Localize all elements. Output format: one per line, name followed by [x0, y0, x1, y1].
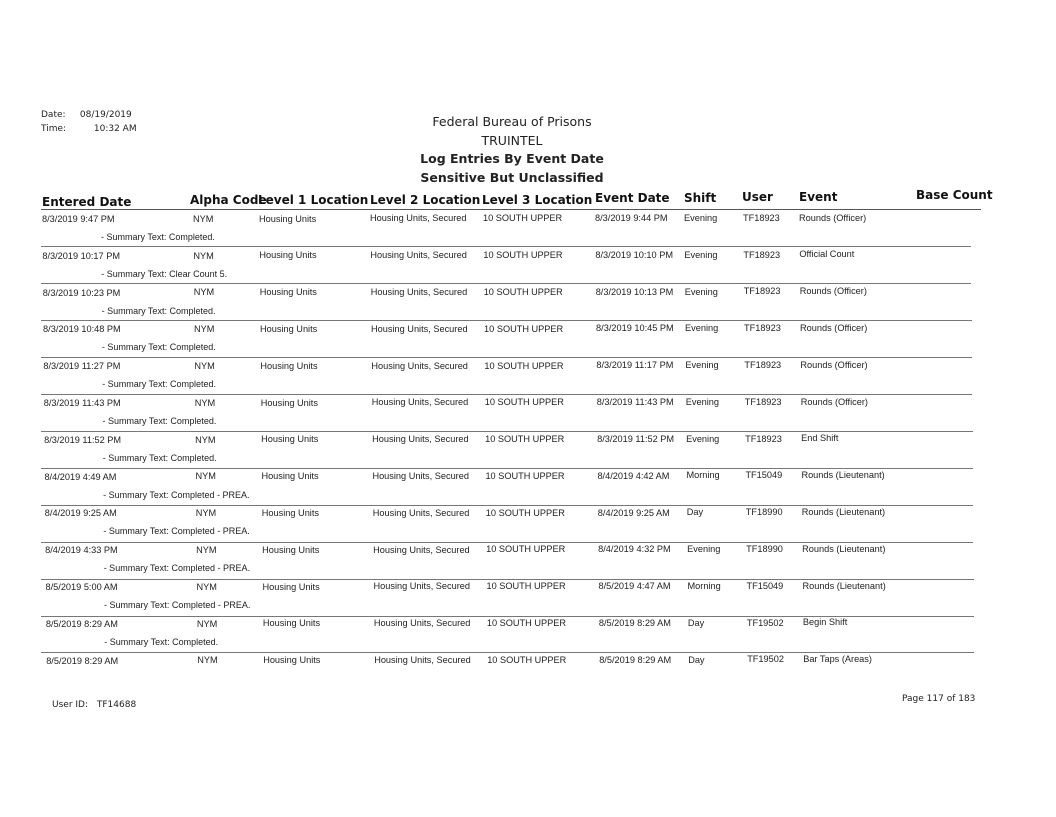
report-time	[41, 124, 137, 134]
date-label: Date:	[41, 110, 66, 120]
summary-text: - Summary Text: Completed - PREA.	[103, 489, 250, 500]
user-cell: TF18923	[744, 323, 781, 334]
report-title-block	[352, 113, 672, 187]
entered-date-cell: 8/3/2019 9:47 PM	[42, 214, 115, 224]
level2-cell: Housing Units, Secured	[374, 655, 471, 666]
entered-date-cell: 8/5/2019 5:00 AM	[45, 582, 118, 592]
shift-cell: Evening	[685, 396, 719, 407]
user-cell: TF18923	[744, 396, 782, 407]
entered-date-cell: 8/5/2019 8:29 AM	[45, 618, 118, 629]
level1-cell: Housing Units	[260, 360, 318, 371]
shift-cell: Evening	[685, 360, 719, 371]
level2-cell: Housing Units, Secured	[373, 544, 470, 555]
col-alpha-code: Alpha Code	[190, 193, 267, 207]
summary-text: - Summary Text: Completed.	[101, 305, 216, 316]
level2-cell: Housing Units, Secured	[373, 618, 471, 629]
event-cell: Rounds (Lieutenant)	[802, 543, 886, 554]
level3-cell: 10 SOUTH UPPER	[485, 470, 565, 481]
level1-cell: Housing Units	[263, 655, 321, 666]
level2-cell: Housing Units, Secured	[371, 323, 468, 334]
row-divider	[41, 357, 972, 358]
level1-cell: Housing Units	[259, 287, 317, 298]
alpha-code-cell: NYM	[193, 250, 214, 261]
alpha-code-cell: NYM	[196, 581, 217, 592]
summary-text: - Summary Text: Completed.	[101, 342, 216, 353]
system-title: TRUINTEL	[481, 132, 543, 148]
event-date-cell: 8/4/2019 4:32 PM	[598, 544, 671, 555]
page-number: Page 117 of 183	[902, 694, 976, 704]
event-date-cell: 8/4/2019 9:25 AM	[597, 507, 670, 518]
user-cell: TF18990	[746, 543, 783, 554]
event-date-cell: 8/3/2019 10:13 PM	[595, 286, 674, 297]
summary-text: - Summary Text: Completed - PREA.	[103, 563, 251, 574]
row-divider	[41, 431, 973, 432]
entered-date-cell: 8/4/2019 4:33 PM	[45, 545, 118, 556]
user-cell: TF18923	[743, 249, 781, 260]
col-base-count: Base Count	[916, 188, 993, 202]
level2-cell: Housing Units, Secured	[370, 250, 467, 261]
report-title: Log Entries By Event Date	[420, 151, 604, 166]
shift-cell: Evening	[687, 544, 721, 555]
footer-user-id	[52, 700, 136, 710]
level1-cell: Housing Units	[260, 324, 318, 335]
level2-cell: Housing Units, Secured	[372, 434, 469, 445]
user-cell: TF18923	[743, 286, 781, 297]
level3-cell: 10 SOUTH UPPER	[486, 618, 566, 629]
event-date-cell: 8/3/2019 11:17 PM	[596, 360, 674, 371]
user-cell: TF18923	[743, 212, 780, 223]
user-cell: TF18923	[744, 360, 782, 371]
level3-cell: 10 SOUTH UPPER	[485, 507, 565, 518]
col-event: Event	[799, 190, 838, 204]
event-cell: Rounds (Officer)	[799, 286, 867, 297]
level1-cell: Housing Units	[259, 250, 317, 261]
summary-text: - Summary Text: Completed.	[102, 452, 217, 463]
level1-cell: Housing Units	[261, 434, 319, 445]
event-date-cell: 8/3/2019 9:44 PM	[595, 213, 668, 224]
level3-cell: 10 SOUTH UPPER	[486, 544, 566, 555]
col-entered-date: Entered Date	[42, 195, 132, 209]
shift-cell: Evening	[686, 433, 720, 444]
level2-cell: Housing Units, Secured	[372, 507, 470, 518]
level2-cell: Housing Units, Secured	[371, 360, 468, 371]
user-cell: TF19502	[746, 617, 784, 628]
shift-cell: Evening	[684, 249, 718, 260]
event-cell: Rounds (Officer)	[800, 396, 868, 407]
event-cell: Rounds (Officer)	[800, 359, 868, 370]
level3-cell: 10 SOUTH UPPER	[483, 286, 563, 297]
entered-date-cell: 8/3/2019 10:48 PM	[43, 324, 121, 335]
row-divider	[41, 468, 973, 469]
alpha-code-cell: NYM	[197, 655, 218, 666]
user-cell: TF18923	[745, 433, 782, 444]
level2-cell: Housing Units, Secured	[370, 287, 468, 298]
event-date-cell: 8/3/2019 10:45 PM	[596, 323, 674, 334]
level3-cell: 10 SOUTH UPPER	[484, 360, 564, 371]
event-cell: Rounds (Officer)	[800, 322, 868, 333]
level1-cell: Housing Units	[260, 397, 318, 408]
level1-cell: Housing Units	[262, 581, 320, 592]
level1-cell: Housing Units	[259, 213, 317, 224]
shift-cell: Morning	[686, 470, 720, 481]
agency-title: Federal Bureau of Prisons	[432, 114, 592, 129]
summary-text: - Summary Text: Completed - PREA.	[104, 600, 251, 610]
event-date-cell: 8/3/2019 11:43 PM	[596, 397, 674, 408]
event-date-cell: 8/4/2019 4:42 AM	[597, 470, 670, 481]
event-cell: Official Count	[799, 249, 855, 260]
shift-cell: Evening	[684, 286, 718, 297]
user-id-label: User ID:	[52, 700, 88, 710]
event-date-cell: 8/5/2019 8:29 AM	[599, 654, 672, 665]
shift-cell: Evening	[684, 212, 718, 223]
shift-cell: Evening	[685, 323, 719, 334]
user-cell: TF19502	[747, 654, 784, 665]
summary-text: - Summary Text: Clear Count 5.	[101, 268, 228, 279]
event-cell: Rounds (Lieutenant)	[801, 470, 885, 481]
level3-cell: 10 SOUTH UPPER	[484, 323, 564, 334]
event-cell: Rounds (Lieutenant)	[802, 580, 886, 591]
summary-text: - Summary Text: Completed.	[104, 636, 219, 647]
level3-cell: 10 SOUTH UPPER	[487, 654, 567, 665]
entered-date-cell: 8/3/2019 11:52 PM	[44, 434, 122, 445]
col-level2: Level 2 Location	[370, 193, 481, 207]
level2-cell: Housing Units, Secured	[370, 213, 467, 224]
row-divider	[41, 505, 973, 506]
level3-cell: 10 SOUTH UPPER	[485, 434, 565, 445]
level2-cell: Housing Units, Secured	[371, 397, 469, 408]
entered-date-cell: 8/3/2019 10:23 PM	[42, 287, 121, 298]
alpha-code-cell: NYM	[194, 324, 215, 335]
level1-cell: Housing Units	[262, 618, 321, 629]
alpha-code-cell: NYM	[194, 397, 216, 408]
event-date-cell: 8/3/2019 11:52 PM	[597, 433, 675, 444]
classification-label: Sensitive But Unclassified	[420, 169, 604, 185]
level2-cell: Housing Units, Secured	[372, 471, 469, 482]
level1-cell: Housing Units	[261, 471, 319, 482]
date-value: 08/19/2019	[79, 110, 132, 120]
shift-cell: Day	[688, 654, 705, 665]
entered-date-cell: 8/4/2019 9:25 AM	[44, 508, 117, 519]
summary-text: - Summary Text: Completed.	[102, 379, 217, 390]
entered-date-cell: 8/3/2019 11:43 PM	[43, 398, 121, 408]
header-divider	[41, 209, 981, 210]
level1-cell: Housing Units	[261, 508, 319, 519]
report-date	[41, 110, 132, 120]
alpha-code-cell: NYM	[195, 434, 216, 445]
event-date-cell: 8/3/2019 10:10 PM	[595, 249, 673, 260]
alpha-code-cell: NYM	[193, 213, 214, 224]
entered-date-cell: 8/5/2019 8:29 AM	[46, 655, 119, 666]
time-value: 10:32 AM	[93, 124, 137, 134]
alpha-code-cell: NYM	[195, 508, 217, 519]
row-divider	[41, 246, 971, 247]
col-event-date: Event Date	[595, 191, 670, 205]
alpha-code-cell: NYM	[196, 618, 218, 629]
event-cell: Begin Shift	[802, 617, 848, 628]
entered-date-cell: 8/3/2019 10:17 PM	[42, 250, 120, 261]
row-divider	[41, 394, 972, 395]
user-cell: TF15049	[746, 580, 784, 591]
entered-date-cell: 8/3/2019 11:27 PM	[43, 361, 121, 372]
event-cell: End Shift	[801, 433, 839, 444]
col-level3: Level 3 Location	[482, 193, 593, 207]
level3-cell: 10 SOUTH UPPER	[484, 397, 564, 408]
alpha-code-cell: NYM	[194, 361, 215, 372]
user-cell: TF15049	[745, 470, 783, 481]
summary-text: - Summary Text: Completed - PREA.	[103, 526, 250, 537]
alpha-code-cell: NYM	[195, 471, 216, 482]
shift-cell: Day	[686, 507, 704, 518]
event-cell: Rounds (Officer)	[799, 212, 867, 223]
row-divider	[41, 320, 972, 321]
shift-cell: Morning	[687, 580, 721, 591]
col-level1: Level 1 Location	[258, 193, 369, 207]
event-date-cell: 8/5/2019 8:29 AM	[598, 617, 671, 628]
level1-cell: Housing Units	[262, 544, 320, 555]
entered-date-cell: 8/4/2019 4:49 AM	[44, 471, 117, 482]
event-date-cell: 8/5/2019 4:47 AM	[598, 581, 671, 592]
level3-cell: 10 SOUTH UPPER	[483, 250, 563, 261]
event-cell: Rounds (Lieutenant)	[801, 507, 886, 518]
row-divider	[41, 579, 974, 580]
summary-text: - Summary Text: Completed.	[101, 232, 215, 242]
level3-cell: 10 SOUTH UPPER	[486, 581, 566, 592]
alpha-code-cell: NYM	[196, 545, 217, 555]
row-divider	[41, 283, 971, 284]
alpha-code-cell: NYM	[193, 287, 215, 298]
col-shift: Shift	[684, 191, 717, 205]
summary-text: - Summary Text: Completed.	[102, 416, 217, 426]
time-label: Time:	[41, 124, 67, 134]
level2-cell: Housing Units, Secured	[373, 581, 471, 592]
col-user: User	[742, 190, 773, 204]
level3-cell: 10 SOUTH UPPER	[483, 213, 563, 224]
event-cell: Bar Taps (Areas)	[803, 654, 872, 665]
user-id-value: TF14688	[96, 700, 137, 710]
row-divider	[41, 542, 973, 543]
user-cell: TF18990	[745, 507, 783, 518]
shift-cell: Day	[687, 617, 705, 628]
